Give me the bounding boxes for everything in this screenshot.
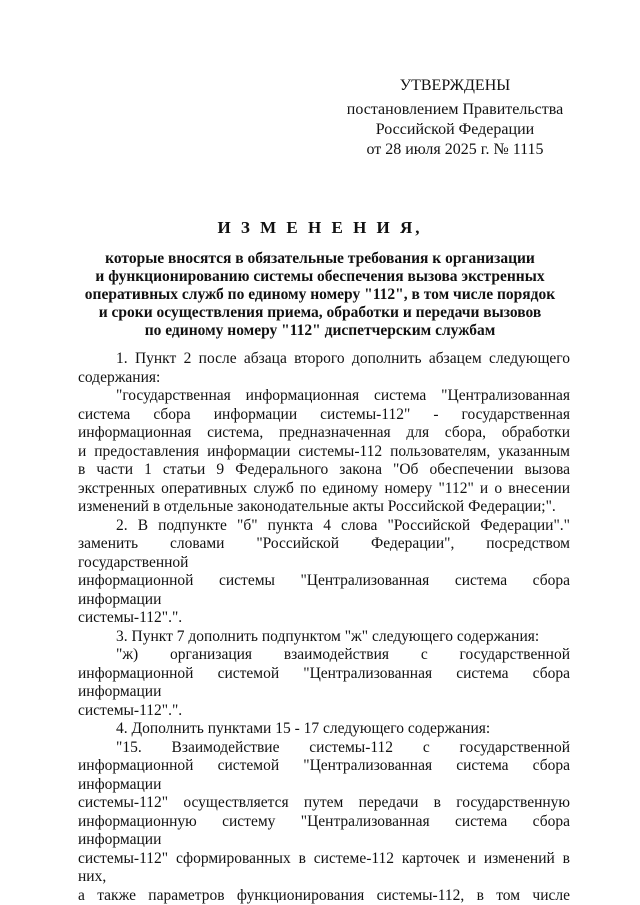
text-line: 2. В подпункте "б" пункта 4 слова "Российской Федерации"." [116,516,570,534]
paragraph-4 [78,628,570,647]
text-line: информационной системы "Централизованная система сбора информации [78,572,570,608]
approval-stamp [330,76,580,160]
subtitle-line: оперативных служб по единому номеру "112", в том числе порядок [84,286,556,303]
approval-date-line: от 28 июля 2025 г. № 1115 [366,141,544,158]
approval-line: Российской Федерации [375,121,535,138]
subtitle-line: которые вносятся в обязательные требования к организации [105,250,535,267]
paragraph-6 [78,720,570,739]
text-line: информационной системой "Централизованная система сбора информации [78,757,570,793]
paragraph-5 [78,646,570,720]
text-line: заменить словами "Российской Федерации", посредством государственной [78,535,570,571]
approval-line: постановлением Правительства [346,101,564,118]
text-line: "15. Взаимодействие системы-112 с государственной [116,738,570,756]
title-subtitle [60,250,580,340]
text-line: 4. Дополнить пунктами 15 - 17 следующего содержания: [116,720,491,737]
paragraph-3 [78,517,570,628]
text-line: системы-112" осуществляется путем передачи в государственную [78,794,570,811]
subtitle-line: по единому номеру "112" диспетчерским службам [144,322,496,339]
text-line: "государственная информационная система "Централизованная [116,387,570,404]
text-line: а также параметров функционирования системы-112, в том числе [78,886,570,904]
paragraph-7 [78,739,570,905]
subtitle-line: и сроки осуществления приема, обработки и передачи вызовов [98,304,542,321]
text-line: и предоставления информации системы-112 пользователям, указанным [78,442,570,460]
approval-heading: УТВЕРЖДЕНЫ [399,77,511,94]
document-title [60,218,580,340]
paragraph-1 [78,350,570,387]
paragraph-2 [78,387,570,517]
text-line: системы-112".". [78,701,183,719]
text-line: в части 1 статьи 9 Федерального закона "Об обеспечении вызова [78,461,570,478]
text-line: 1. Пункт 2 после абзаца второго дополнить абзацем следующего [116,350,570,367]
title-heading: И З М Е Н Е Н И Я, [217,218,423,237]
text-line: изменений в отдельные законодательные акты Российской Федерации;". [78,498,556,515]
text-line: системы-112" сформированных в системе-112 карточек и изменений в них, [78,849,570,885]
text-line: 3. Пункт 7 дополнить подпунктом "ж" следующего содержания: [116,627,540,645]
text-line: содержания: [78,368,161,386]
text-line: информационную систему "Централизованная система сбора информации [78,812,570,848]
text-line: система сбора информации системы-112" - государственная [78,405,570,423]
subtitle-line: и функционированию системы обеспечения вызова экстренных [95,268,545,285]
document-body [78,350,570,905]
text-line: системы-112".". [78,609,183,626]
text-line: "ж) организация взаимодействия с государственной [116,646,570,663]
text-line: экстренных оперативных служб по единому номеру "112" и о внесении [78,479,570,497]
text-line: информационная система, предназначенная для сбора, обработки [78,424,570,441]
text-line: информационной системой "Централизованная система сбора информации [78,664,570,700]
